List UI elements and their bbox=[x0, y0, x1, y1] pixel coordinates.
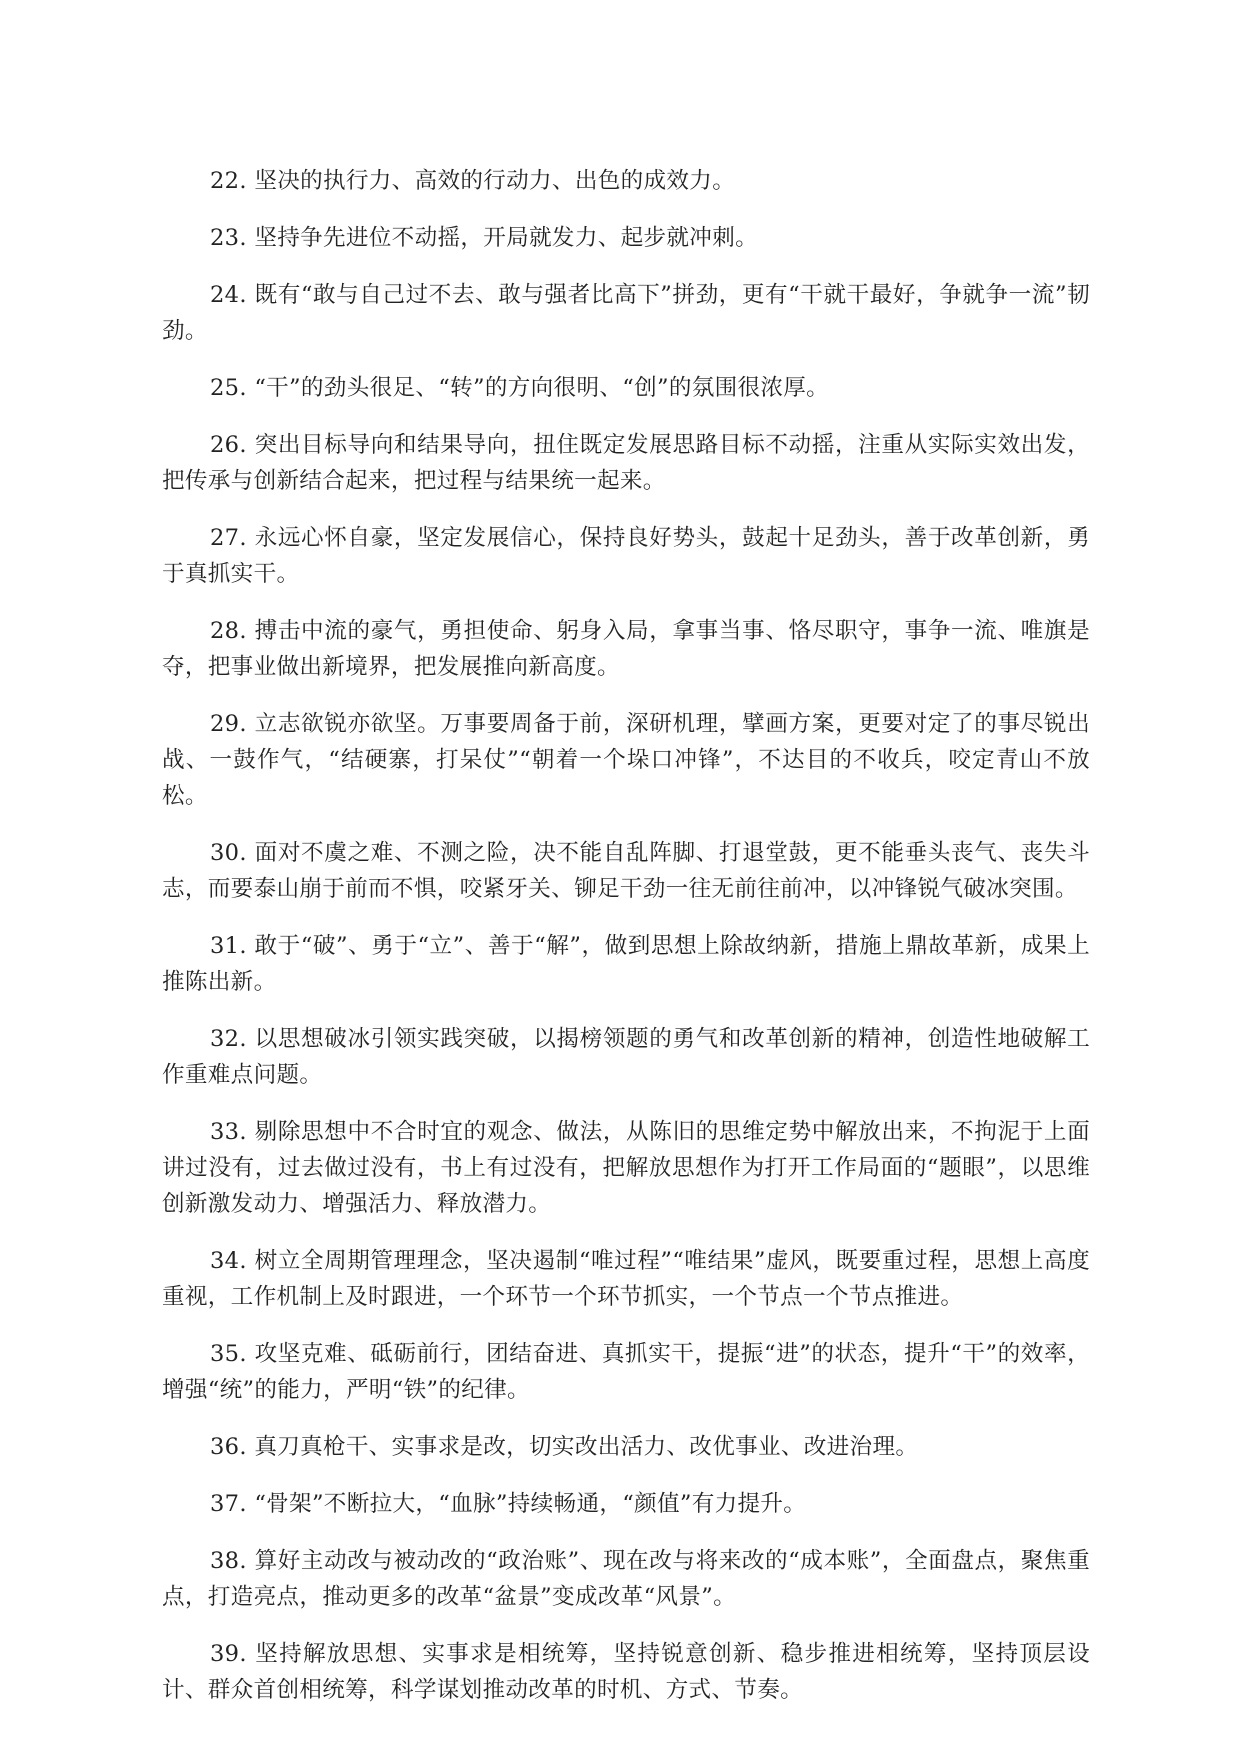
paragraph-29: 29. 立志欲锐亦欲坚。万事要周备于前，深研机理，擘画方案，更要对定了的事尽锐出战、一鼓作气，“结硬寨，打呆仗”“朝着一个垛口冲锋”，不达目的不收兵，咬定青山不放松。 bbox=[162, 711, 1090, 809]
paragraph-38: 38. 算好主动改与被动改的“政治账”、现在改与将来改的“成本账”，全面盘点，聚焦重点，打造亮点，推动更多的改革“盆景”变成改革“风景”。 bbox=[162, 1548, 1090, 1610]
paragraph-22: 22. 坚决的执行力、高效的行动力、出色的成效力。 bbox=[210, 168, 736, 194]
paragraph-33: 33. 剔除思想中不合时宜的观念、做法，从陈旧的思维定势中解放出来，不拘泥于上面讲过没有，过去做过没有，书上有过没有，把解放思想作为打开工作局面的“题眼”，以思维创新激发动力、增强活力、释放潜力。 bbox=[162, 1119, 1090, 1217]
paragraph-37: 37. “骨架”不断拉大，“血脉”持续畅通，“颜值”有力提升。 bbox=[210, 1491, 807, 1517]
paragraph-27: 27. 永远心怀自豪，坚定发展信心，保持良好势头，鼓起十足劲头，善于改革创新，勇于真抓实干。 bbox=[162, 525, 1090, 587]
paragraph-30: 30. 面对不虞之难、不测之险，决不能自乱阵脚、打退堂鼓，更不能垂头丧气、丧失斗志，而要泰山崩于前而不惧，咬紧牙关、铆足干劲一往无前往前冲，以冲锋锐气破冰突围。 bbox=[162, 840, 1090, 902]
paragraph-31: 31. 敢于“破”、勇于“立”、善于“解”，做到思想上除故纳新，措施上鼎故革新，成果上推陈出新。 bbox=[162, 933, 1090, 995]
paragraph-23: 23. 坚持争先进位不动摇，开局就发力、起步就冲刺。 bbox=[210, 225, 758, 251]
paragraph-26: 26. 突出目标导向和结果导向，扭住既定发展思路目标不动摇，注重从实际实效出发，把传承与创新结合起来，把过程与结果统一起来。 bbox=[162, 432, 1090, 494]
paragraph-35: 35. 攻坚克难、砥砺前行，团结奋进、真抓实干，提振“进”的状态，提升“干”的效率，增强“统”的能力，严明“铁”的纪律。 bbox=[162, 1341, 1090, 1403]
paragraph-28: 28. 搏击中流的豪气，勇担使命、躬身入局，拿事当事、恪尽职守，事争一流、唯旗是夺，把事业做出新境界，把发展推向新高度。 bbox=[162, 618, 1090, 680]
paragraph-32: 32. 以思想破冰引领实践突破，以揭榜领题的勇气和改革创新的精神，创造性地破解工作重难点问题。 bbox=[162, 1026, 1090, 1088]
paragraph-25: 25. “干”的劲头很足、“转”的方向很明、“创”的氛围很浓厚。 bbox=[210, 375, 830, 401]
paragraph-34: 34. 树立全周期管理理念，坚决遏制“唯过程”“唯结果”虚风，既要重过程，思想上高度重视，工作机制上及时跟进，一个环节一个环节抓实，一个节点一个节点推进。 bbox=[162, 1248, 1090, 1310]
paragraph-39: 39. 坚持解放思想、实事求是相统筹，坚持锐意创新、稳步推进相统筹，坚持顶层设计、群众首创相统筹，科学谋划推动改革的时机、方式、节奏。 bbox=[162, 1641, 1090, 1703]
paragraph-36: 36. 真刀真枪干、实事求是改，切实改出活力、改优事业、改进治理。 bbox=[210, 1434, 919, 1460]
paragraph-24: 24. 既有“敢与自己过不去、敢与强者比高下”拼劲，更有“干就干最好，争就争一流”韧劲。 bbox=[162, 282, 1090, 344]
